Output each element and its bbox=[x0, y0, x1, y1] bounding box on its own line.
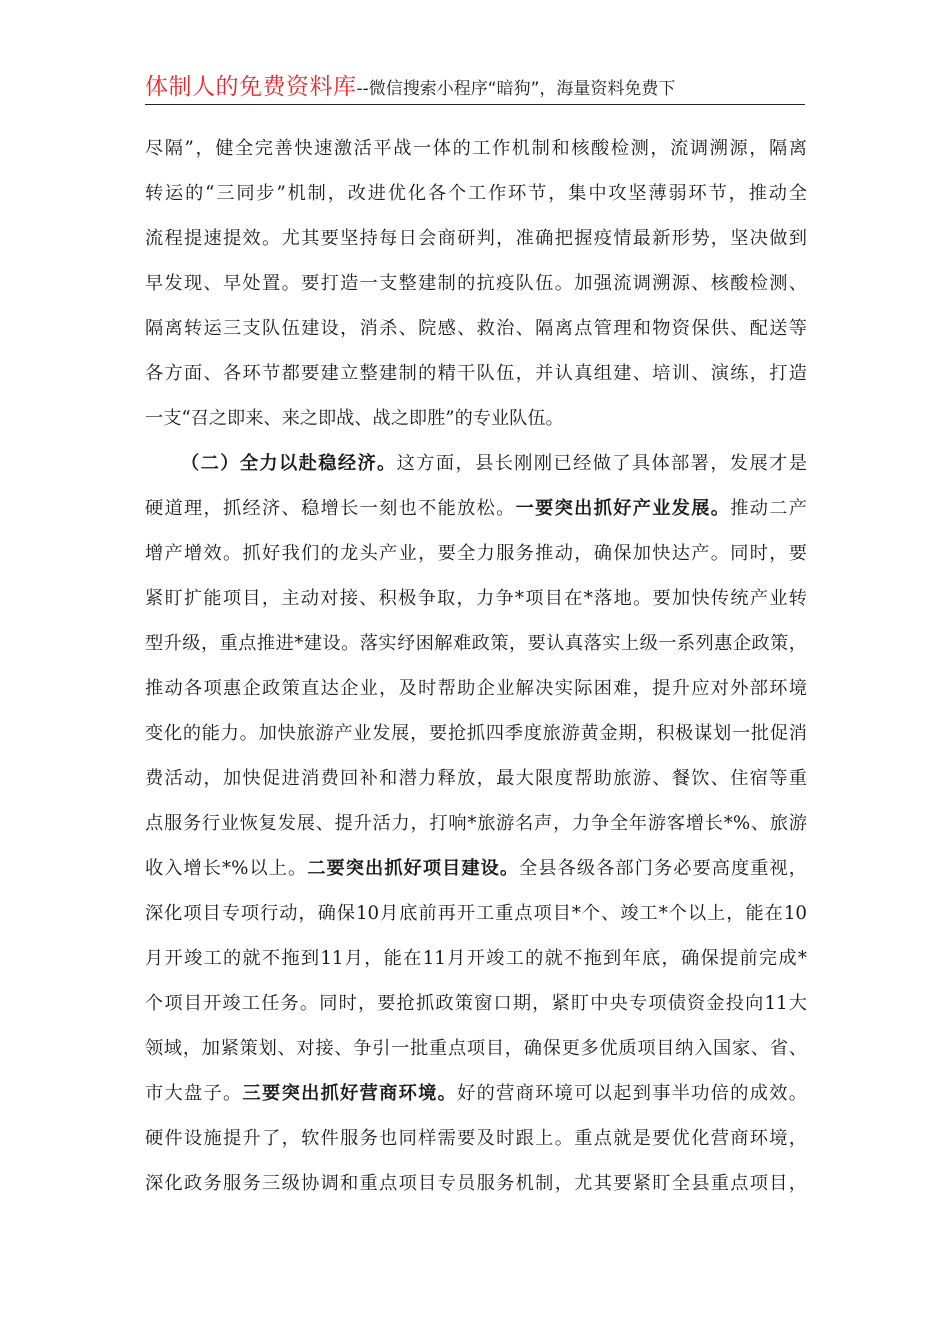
text-line bbox=[145, 981, 807, 1026]
text-line bbox=[145, 1116, 807, 1161]
text-line bbox=[145, 666, 807, 711]
text-segment: 隔离转运三支队伍建设，消杀、院感、救治、隔离点管理和物资保供、配送等 bbox=[145, 318, 807, 339]
text-line bbox=[145, 261, 807, 306]
text-segment: 推动各项惠企政策直达企业，及时帮助企业解决实际困难，提升应对外部环境 bbox=[145, 678, 807, 699]
text-line bbox=[145, 126, 807, 171]
text-segment: 费活动，加快促进消费回补和潜力释放，最大限度帮助旅游、餐饮、住宿等重 bbox=[145, 768, 807, 789]
text-line bbox=[145, 396, 807, 441]
bold-heading-segment: 一要突出抓好产业发展。 bbox=[515, 498, 731, 519]
bold-heading-segment: （二）全力以赴稳经济。 bbox=[181, 453, 397, 474]
text-line bbox=[145, 1161, 807, 1206]
text-segment: 转运的“三同步”机制，改进优化各个工作环节，集中攻坚薄弱环节，推动全 bbox=[145, 183, 807, 204]
page-header bbox=[145, 68, 805, 105]
text-line bbox=[145, 756, 807, 801]
text-line bbox=[145, 441, 807, 486]
text-line bbox=[145, 1071, 807, 1116]
text-line bbox=[145, 306, 807, 351]
text-segment: 深化政务服务三级协调和重点项目专员服务机制，尤其要紧盯全县重点项目， bbox=[145, 1173, 807, 1194]
text-line bbox=[145, 486, 807, 531]
text-segment: 推动二产 bbox=[730, 498, 807, 519]
text-segment: 深化项目专项行动，确保10月底前再开工重点项目*个、竣工*个以上，能在10 bbox=[145, 903, 807, 924]
text-line bbox=[145, 216, 807, 261]
text-line bbox=[145, 891, 807, 936]
text-segment: 领域，加紧策划、对接、争引一批重点项目，确保更多优质项目纳入国家、省、 bbox=[145, 1038, 807, 1059]
text-line bbox=[145, 801, 807, 846]
text-segment: 硬道理，抓经济、稳增长一刻也不能放松。 bbox=[145, 498, 516, 519]
text-line bbox=[145, 846, 807, 891]
text-segment: 收入增长*%以上。 bbox=[145, 858, 308, 879]
text-line bbox=[145, 351, 807, 396]
text-segment: 市大盘子。 bbox=[145, 1083, 243, 1104]
header-tagline: --微信搜索小程序“暗狗”，海量资料免费下 bbox=[356, 79, 676, 99]
text-segment: 一支“召之即来、来之即战、战之即胜”的专业队伍。 bbox=[145, 408, 564, 429]
text-segment: 早发现、早处置。要打造一支整建制的抗疫队伍。加强流调溯源、核酸检测、 bbox=[145, 273, 807, 294]
text-line bbox=[145, 936, 807, 981]
text-line bbox=[145, 711, 807, 756]
bold-heading-segment: 三要突出抓好营商环境。 bbox=[242, 1083, 458, 1104]
text-segment: 月开竣工的就不拖到11月，能在11月开竣工的就不拖到年底，确保提前完成* bbox=[145, 948, 807, 969]
text-segment: 好的营商环境可以起到事半功倍的成效。 bbox=[457, 1083, 807, 1104]
text-segment: 各方面、各环节都要建立整建制的精干队伍，并认真组建、培训、演练，打造 bbox=[145, 363, 807, 384]
text-segment: 型升级，重点推进*建设。落实纾困解难政策，要认真落实上级一系列惠企政策， bbox=[145, 633, 807, 654]
text-segment: 硬件设施提升了，软件服务也同样需要及时跟上。重点就是要优化营商环境， bbox=[145, 1128, 807, 1149]
bold-heading-segment: 二要突出抓好项目建设。 bbox=[307, 858, 520, 879]
text-segment: 这方面，县长刚刚已经做了具体部署，发展才是 bbox=[396, 453, 807, 474]
text-line bbox=[145, 621, 807, 666]
text-segment: 全县各级各部门务必要高度重视， bbox=[519, 858, 807, 879]
header-brand: 体制人的免费资料库 bbox=[145, 74, 357, 100]
text-segment: 个项目开竣工任务。同时，要抢抓政策窗口期，紧盯中央专项债资金投向11大 bbox=[145, 993, 807, 1014]
text-segment: 增产增效。抓好我们的龙头产业，要全力服务推动，确保加快达产。同时，要 bbox=[145, 543, 807, 564]
text-segment: 变化的能力。加快旅游产业发展，要抢抓四季度旅游黄金期，积极谋划一批促消 bbox=[145, 723, 807, 744]
text-line bbox=[145, 171, 807, 216]
text-line bbox=[145, 531, 807, 576]
text-segment: 尽隔”，健全完善快速激活平战一体的工作机制和核酸检测，流调溯源，隔离 bbox=[145, 138, 807, 159]
text-line bbox=[145, 576, 807, 621]
text-segment: 点服务行业恢复发展、提升活力，打响*旅游名声，力争全年游客增长*%、旅游 bbox=[145, 813, 807, 834]
text-line bbox=[145, 1026, 807, 1071]
text-segment: 流程提速提效。尤其要坚持每日会商研判，准确把握疫情最新形势，坚决做到 bbox=[145, 228, 807, 249]
text-segment: 紧盯扩能项目，主动对接、积极争取，力争*项目在*落地。要加快传统产业转 bbox=[145, 588, 807, 609]
document-body bbox=[145, 126, 807, 1206]
